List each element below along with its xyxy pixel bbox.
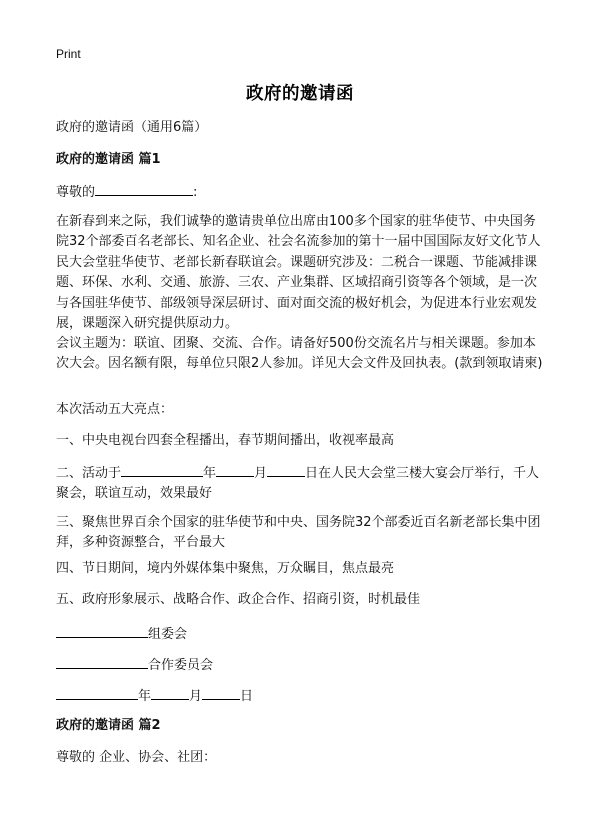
highlights-intro: 本次活动五大亮点：	[56, 402, 174, 417]
signature-blank-1	[56, 623, 148, 638]
highlight-item-1: 一、中央电视台四套全程播出，春节期间播出，收视率最高	[56, 433, 395, 448]
signature-label-2: 合作委员会	[148, 658, 214, 673]
section2-heading: 政府的邀请函 篇2	[56, 718, 161, 733]
section1-salutation	[56, 181, 548, 203]
item2-month: 月	[254, 466, 268, 481]
date-year-blank	[56, 685, 138, 700]
section2-salutation: 尊敬的 企业、协会、社团：	[56, 750, 217, 765]
signature-label-1: 组委会	[148, 627, 188, 642]
date-month-blank	[151, 685, 189, 700]
date-year-label: 年	[138, 689, 152, 704]
print-label[interactable]: Print	[56, 47, 81, 61]
section1-heading: 政府的邀请函 篇1	[56, 152, 161, 167]
item2-month-blank	[216, 462, 254, 477]
date-day-label: 日	[240, 689, 254, 704]
signature-blank-2	[56, 654, 148, 669]
item2-year: 年	[203, 466, 217, 481]
signature-organizing-committee	[56, 623, 548, 645]
document-subtitle: 政府的邀请函（通用6篇）	[56, 120, 208, 135]
date-day-blank	[202, 685, 240, 700]
date-month-label: 月	[189, 689, 203, 704]
salutation-suffix: :	[193, 185, 198, 200]
highlight-item-5: 五、政府形象展示、战略合作、政企合作、招商引资，时机最佳	[56, 592, 421, 607]
item2-date-blank	[121, 462, 203, 477]
salutation-blank	[95, 181, 193, 196]
highlight-item-4: 四、节日期间，境内外媒体集中聚焦，万众瞩目，焦点最亮	[56, 561, 395, 576]
section1-paragraph-1: 在新春到来之际，我们诚挚的邀请贵单位出席由100多个国家的驻华使节、中央国务院32个部委百名老部长、知名企业、社会名流参加的第十一届中国国际友好文化节人民大会堂驻华使节、老部长新春联谊会。课题研究涉及：二税合一课题、节能减排课题、环保、水利、交通、旅游、三农、产业集群、区域招商引资等各个领域，是一次与各国驻华使节、部级领导深层研讨、面对面交流的极好机会，为促进本行业宏观发展，课题深入研究提供原动力。	[56, 214, 541, 332]
signature-cooperation-committee	[56, 654, 548, 676]
document-title: 政府的邀请函	[246, 84, 354, 104]
section1-paragraph-2: 会议主题为：联谊、团聚、交流、合作。请备好500份交流名片与相关课题。参加本次大会。因名额有限，每单位只限2人参加。详见大会文件及回执表。(款到领取请柬)	[56, 336, 543, 372]
salutation-prefix: 尊敬的	[56, 185, 96, 200]
signature-date	[56, 685, 548, 707]
item2-prefix: 二、活动于	[56, 466, 122, 481]
highlight-item-3: 三、聚焦世界百余个国家的驻华使节和中央、国务院32个部委近百名新老部长集中团拜，多种资源整合，平台最大	[56, 515, 541, 551]
item2-day-blank	[267, 462, 305, 477]
highlight-item-2	[56, 462, 548, 505]
item2-rest: 日在人民大会堂三楼大宴会厅举行，千人聚会，联谊互动，效果最好	[56, 466, 540, 502]
